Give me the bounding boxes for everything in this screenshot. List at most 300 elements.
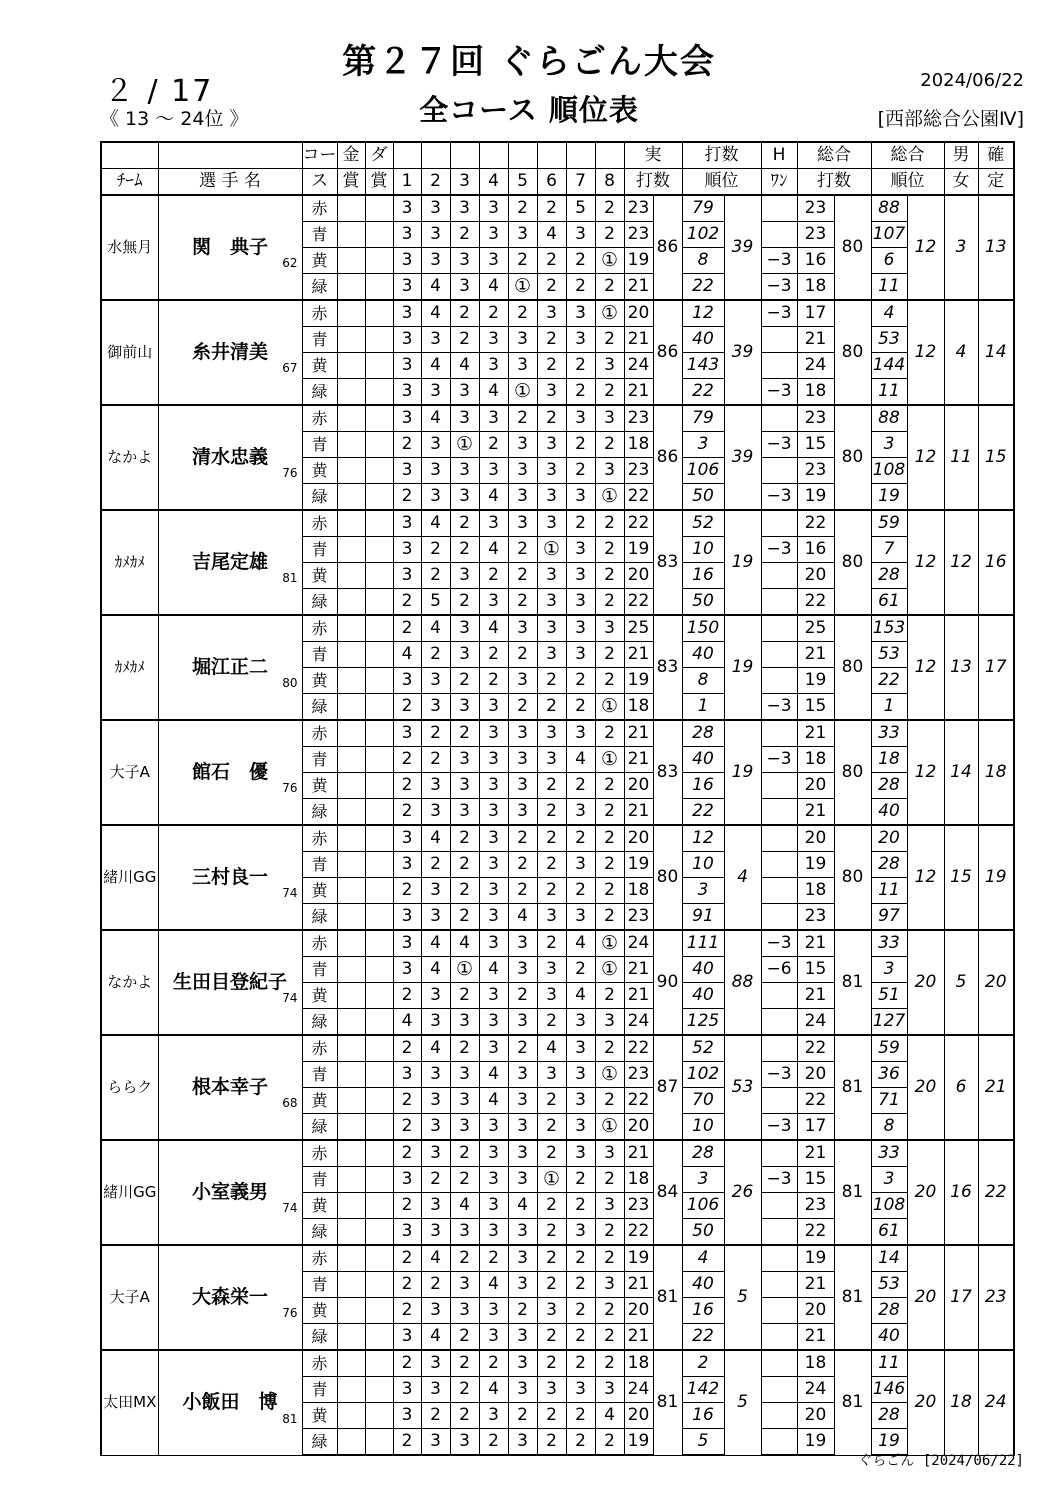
player-name: 堀江正二 (191, 656, 268, 678)
da-award (365, 1219, 393, 1246)
hole-score: 2 (566, 1298, 595, 1324)
hole-score: 3 (595, 353, 624, 379)
adjusted-sum: 21 (797, 1324, 834, 1351)
hole-score: 2 (508, 248, 537, 274)
team-name: 緒川GG (101, 1140, 158, 1245)
hole-in-one-adj (761, 327, 797, 353)
hole-in-one-adj (761, 1193, 797, 1219)
hole-score: 3 (508, 510, 537, 537)
gold-award (337, 274, 365, 301)
hole-score: 3 (479, 878, 508, 904)
course-rank: 106 (682, 1193, 724, 1219)
hole-score: 2 (537, 1009, 566, 1036)
hole-score: 2 (393, 1245, 421, 1272)
total-rank: 20 (907, 1035, 944, 1140)
total-score: 81 (834, 1350, 871, 1455)
hole-score: 3 (479, 1140, 508, 1167)
team-name: なかよ (101, 930, 158, 1035)
adjusted-sum: 19 (797, 668, 834, 694)
gold-award (337, 799, 365, 826)
hole-score: 2 (537, 878, 566, 904)
hole-score: 2 (537, 195, 566, 222)
hole-in-one-adj: −3 (761, 300, 797, 327)
hole-score: 3 (537, 1062, 566, 1088)
hole-score: 2 (450, 852, 479, 878)
player-name: 吉尾定雄 (191, 551, 268, 573)
hole-score: 3 (393, 1219, 421, 1246)
course-name: 青 (302, 222, 337, 248)
table-row (101, 300, 1014, 327)
real-total: 83 (653, 720, 682, 825)
hole-score: 4 (421, 353, 450, 379)
course-sum: 19 (624, 248, 653, 274)
hole-in-one-adj (761, 563, 797, 589)
hole-score: 3 (537, 589, 566, 616)
da-award (365, 642, 393, 668)
course-sum: 21 (624, 379, 653, 406)
gold-award (337, 825, 365, 852)
course-sum: 22 (624, 1035, 653, 1062)
footer (760, 1450, 1024, 1470)
adjusted-rank: 59 (871, 510, 907, 537)
hole-score: 3 (479, 327, 508, 353)
hole-score: 3 (595, 1377, 624, 1403)
player-name: 小飯田 博 (182, 1391, 278, 1414)
hole-score: 2 (595, 1298, 624, 1324)
hole-score: 3 (421, 1429, 450, 1456)
da-award (365, 248, 393, 274)
header-hole: 2 (421, 169, 450, 196)
gold-award (337, 878, 365, 904)
hole-score: 2 (450, 510, 479, 537)
adjusted-rank: 108 (871, 1193, 907, 1219)
hole-score: 2 (393, 615, 421, 642)
player-name-cell (158, 930, 302, 1035)
total-score: 80 (834, 405, 871, 510)
adjusted-rank: 28 (871, 852, 907, 878)
hole-score: 2 (421, 563, 450, 589)
header-hole-spacer (566, 142, 595, 169)
hole-score: 3 (566, 720, 595, 747)
hole-score: 3 (450, 1088, 479, 1114)
course-name: 黄 (302, 878, 337, 904)
player-age: 67 (282, 361, 298, 375)
total-rank: 12 (907, 825, 944, 930)
hole-score: 4 (421, 1324, 450, 1351)
hole-score: 3 (508, 327, 537, 353)
hole-score: ① (595, 747, 624, 773)
hole-score: 2 (393, 1140, 421, 1167)
hole-score: ① (595, 1062, 624, 1088)
course-sum: 18 (624, 1350, 653, 1377)
da-award (365, 1272, 393, 1298)
hole-score: 2 (595, 668, 624, 694)
hole-in-one-adj (761, 1350, 797, 1377)
hole-score: 3 (508, 799, 537, 826)
hole-score: 3 (479, 589, 508, 616)
player-age: 74 (282, 1201, 298, 1215)
player-name: 関 典子 (191, 236, 268, 258)
hole-score: 2 (566, 878, 595, 904)
da-award (365, 458, 393, 484)
hole-in-one-adj (761, 904, 797, 931)
table-row (101, 510, 1014, 537)
hole-score: 2 (595, 510, 624, 537)
hole-score: 4 (508, 904, 537, 931)
hole-score: 3 (508, 1167, 537, 1193)
hole-score: 3 (508, 747, 537, 773)
hole-score: 4 (479, 957, 508, 983)
adjusted-sum: 23 (797, 195, 834, 222)
hole-score: 3 (508, 957, 537, 983)
hole-score: 3 (508, 773, 537, 799)
course-rank: 22 (682, 799, 724, 826)
course-sum: 23 (624, 904, 653, 931)
gold-award (337, 1377, 365, 1403)
course-rank: 10 (682, 537, 724, 563)
total-rank: 12 (907, 195, 944, 300)
hole-score: 2 (450, 1377, 479, 1403)
da-award (365, 405, 393, 432)
hole-score: 3 (393, 300, 421, 327)
player-name: 生田目登紀子 (172, 971, 287, 993)
hole-score: 3 (393, 458, 421, 484)
adjusted-sum: 16 (797, 248, 834, 274)
table-row (101, 825, 1014, 852)
header-hole: 5 (508, 169, 537, 196)
hole-score: 2 (566, 668, 595, 694)
hole-score: 3 (393, 720, 421, 747)
hole-score: 3 (421, 248, 450, 274)
hole-score: 3 (508, 353, 537, 379)
hole-score: 3 (508, 1009, 537, 1036)
real-total: 83 (653, 615, 682, 720)
hole-score: 3 (479, 1114, 508, 1141)
adjusted-rank: 11 (871, 379, 907, 406)
course-sum: 24 (624, 353, 653, 379)
hole-score: 3 (450, 694, 479, 721)
da-award (365, 1350, 393, 1377)
hole-score: 2 (566, 432, 595, 458)
course-rank: 10 (682, 1114, 724, 1141)
hole-score: 2 (421, 747, 450, 773)
hole-score: 2 (595, 1350, 624, 1377)
course-sum: 20 (624, 300, 653, 327)
adjusted-sum: 22 (797, 510, 834, 537)
hole-score: 2 (421, 852, 450, 878)
course-sum: 23 (624, 222, 653, 248)
course-sum: 20 (624, 1114, 653, 1141)
hole-score: 2 (566, 274, 595, 301)
hole-score: 3 (421, 1088, 450, 1114)
player-age: 80 (282, 676, 298, 690)
da-award (365, 1088, 393, 1114)
header-hole: 4 (479, 169, 508, 196)
course-sum: 21 (624, 642, 653, 668)
header-jitsu-top: 実 (624, 142, 682, 169)
hole-score: 3 (537, 458, 566, 484)
strokes-rank: 39 (724, 300, 761, 405)
gold-award (337, 668, 365, 694)
hole-score: 2 (421, 1272, 450, 1298)
hole-score: 3 (479, 1193, 508, 1219)
header-gold-bottom: 賞 (337, 169, 365, 196)
hole-score: 3 (508, 668, 537, 694)
hole-score: 3 (393, 904, 421, 931)
hole-score: 3 (537, 379, 566, 406)
real-total: 81 (653, 1350, 682, 1455)
hole-score: 3 (508, 1140, 537, 1167)
hole-score: 3 (421, 1140, 450, 1167)
hole-score: ① (537, 537, 566, 563)
course-rank: 111 (682, 930, 724, 957)
hole-score: 2 (393, 1088, 421, 1114)
hole-score: 3 (566, 300, 595, 327)
hole-score: 3 (479, 195, 508, 222)
hole-score: 4 (479, 1377, 508, 1403)
hole-score: 2 (595, 852, 624, 878)
hole-score: 4 (479, 1062, 508, 1088)
hole-score: 2 (508, 1035, 537, 1062)
hole-score: 2 (537, 1088, 566, 1114)
course-name: 緑 (302, 799, 337, 826)
header-hole: 7 (566, 169, 595, 196)
total-rank: 12 (907, 720, 944, 825)
course-rank: 8 (682, 668, 724, 694)
hole-score: 3 (450, 274, 479, 301)
player-age: 74 (282, 886, 298, 900)
hole-score: 2 (450, 1140, 479, 1167)
hole-score: 3 (537, 1298, 566, 1324)
team-name: ｶﾒｶﾒ (101, 615, 158, 720)
final-rank: 23 (978, 1245, 1014, 1350)
player-age: 81 (282, 1411, 298, 1426)
course-name: 青 (302, 1272, 337, 1298)
hole-score: 3 (508, 1377, 537, 1403)
hole-score: 2 (479, 668, 508, 694)
real-total: 86 (653, 300, 682, 405)
final-rank: 21 (978, 1035, 1014, 1140)
table-row (101, 405, 1014, 432)
course-name: 青 (302, 957, 337, 983)
hole-score: 3 (508, 720, 537, 747)
hole-in-one-adj: −3 (761, 747, 797, 773)
adjusted-sum: 19 (797, 1245, 834, 1272)
adjusted-sum: 15 (797, 694, 834, 721)
adjusted-rank: 14 (871, 1245, 907, 1272)
adjusted-sum: 19 (797, 484, 834, 511)
course-sum: 19 (624, 537, 653, 563)
hole-score: 2 (566, 458, 595, 484)
header-jitsu-bottom: 打数 (624, 169, 682, 196)
course-sum: 25 (624, 615, 653, 642)
adjusted-sum: 23 (797, 405, 834, 432)
strokes-rank: 39 (724, 195, 761, 300)
gold-award (337, 1219, 365, 1246)
course-name: 緑 (302, 1009, 337, 1036)
hole-in-one-adj (761, 1298, 797, 1324)
hole-score: 3 (450, 1298, 479, 1324)
strokes-rank: 19 (724, 615, 761, 720)
course-rank: 22 (682, 379, 724, 406)
course-sum: 19 (624, 668, 653, 694)
da-award (365, 668, 393, 694)
strokes-rank: 26 (724, 1140, 761, 1245)
hole-score: 3 (421, 1009, 450, 1036)
total-score: 81 (834, 1245, 871, 1350)
hole-score: 2 (508, 642, 537, 668)
hole-score: 3 (566, 222, 595, 248)
hole-in-one-adj: −3 (761, 930, 797, 957)
hole-score: 4 (421, 615, 450, 642)
course-sum: 21 (624, 747, 653, 773)
hole-score: 3 (508, 1245, 537, 1272)
hole-score: 2 (537, 405, 566, 432)
da-award (365, 904, 393, 931)
table-row (101, 1035, 1014, 1062)
hole-score: 2 (595, 274, 624, 301)
course-name: 緑 (302, 694, 337, 721)
da-award (365, 1377, 393, 1403)
hole-score: 2 (566, 1245, 595, 1272)
hole-in-one-adj (761, 642, 797, 668)
hole-in-one-adj: −3 (761, 484, 797, 511)
hole-score: 2 (393, 1193, 421, 1219)
course-name: 黄 (302, 1403, 337, 1429)
hole-score: 2 (508, 852, 537, 878)
course-name: 赤 (302, 1245, 337, 1272)
hole-score: 3 (537, 957, 566, 983)
player-name-cell (158, 720, 302, 825)
hole-score: 3 (508, 458, 537, 484)
hole-in-one-adj (761, 852, 797, 878)
adjusted-sum: 22 (797, 1219, 834, 1246)
hole-score: 3 (450, 799, 479, 826)
real-total: 86 (653, 195, 682, 300)
course-rank: 52 (682, 510, 724, 537)
hole-in-one-adj (761, 353, 797, 379)
final-rank: 16 (978, 510, 1014, 615)
hole-in-one-adj (761, 799, 797, 826)
hole-score: 2 (595, 1035, 624, 1062)
player-name-cell (158, 300, 302, 405)
course-sum: 21 (624, 983, 653, 1009)
course-rank: 5 (682, 1429, 724, 1456)
hole-in-one-adj: −3 (761, 379, 797, 406)
da-award (365, 1035, 393, 1062)
hole-score: 4 (479, 1088, 508, 1114)
adjusted-rank: 19 (871, 484, 907, 511)
hole-score: 3 (508, 1219, 537, 1246)
hole-score: 3 (393, 248, 421, 274)
course-rank: 1 (682, 694, 724, 721)
team-name: 御前山 (101, 300, 158, 405)
course-name: 緑 (302, 904, 337, 931)
table-row (101, 195, 1014, 222)
hole-score: 3 (566, 799, 595, 826)
rank-range: 《 13 ～ 24位 》 (100, 108, 249, 130)
hole-score: 4 (421, 957, 450, 983)
hole-in-one-adj (761, 615, 797, 642)
hole-score: 3 (595, 1009, 624, 1036)
player-age: 76 (282, 1306, 298, 1320)
course-sum: 21 (624, 327, 653, 353)
hole-score: 3 (537, 747, 566, 773)
hole-score: ① (537, 1167, 566, 1193)
hole-score: 3 (479, 1298, 508, 1324)
course-rank: 10 (682, 852, 724, 878)
header-total-bottom: 打数 (797, 169, 871, 196)
adjusted-sum: 15 (797, 957, 834, 983)
gold-award (337, 563, 365, 589)
gender-rank: 11 (944, 405, 978, 510)
hole-in-one-adj (761, 1403, 797, 1429)
adjusted-sum: 24 (797, 1377, 834, 1403)
adjusted-sum: 21 (797, 930, 834, 957)
hole-score: 2 (595, 773, 624, 799)
header-total-top: 総合 (797, 142, 871, 169)
course-name: 黄 (302, 353, 337, 379)
team-name: なかよ (101, 405, 158, 510)
course-name: 赤 (302, 1035, 337, 1062)
strokes-rank: 88 (724, 930, 761, 1035)
team-name: ららク (101, 1035, 158, 1140)
adjusted-rank: 11 (871, 878, 907, 904)
hole-score: 2 (595, 1219, 624, 1246)
da-award (365, 1429, 393, 1456)
hole-score: 3 (393, 930, 421, 957)
player-name: 三村良一 (191, 866, 268, 888)
hole-score: 2 (450, 1245, 479, 1272)
adjusted-sum: 21 (797, 983, 834, 1009)
adjusted-rank: 97 (871, 904, 907, 931)
hole-in-one-adj: −3 (761, 537, 797, 563)
hole-score: 3 (421, 484, 450, 511)
team-name: ｶﾒｶﾒ (101, 510, 158, 615)
total-rank: 20 (907, 1140, 944, 1245)
player-name: 清水忠義 (191, 446, 268, 468)
adjusted-rank: 3 (871, 1167, 907, 1193)
hole-in-one-adj (761, 720, 797, 747)
course-rank: 40 (682, 642, 724, 668)
hole-score: 2 (450, 878, 479, 904)
hole-score: 3 (479, 458, 508, 484)
hole-score: 2 (508, 878, 537, 904)
total-score: 80 (834, 615, 871, 720)
hole-in-one-adj: −3 (761, 1114, 797, 1141)
hole-score: 4 (450, 930, 479, 957)
hole-score: 2 (450, 300, 479, 327)
hole-score: 2 (566, 1272, 595, 1298)
adjusted-rank: 28 (871, 773, 907, 799)
hole-score: 2 (479, 432, 508, 458)
hole-score: 2 (566, 353, 595, 379)
course-rank: 3 (682, 878, 724, 904)
hole-score: 3 (393, 510, 421, 537)
hole-score: 3 (450, 1219, 479, 1246)
hole-in-one-adj: −3 (761, 274, 797, 301)
hole-score: 2 (537, 1350, 566, 1377)
hole-score: 2 (537, 668, 566, 694)
hole-score: 3 (393, 353, 421, 379)
hole-score: 3 (421, 1193, 450, 1219)
player-name: 糸井清美 (191, 341, 268, 363)
hole-score: 2 (508, 537, 537, 563)
course-sum: 24 (624, 1009, 653, 1036)
gold-award (337, 1403, 365, 1429)
header-hole: 1 (393, 169, 421, 196)
hole-score: 2 (566, 1167, 595, 1193)
